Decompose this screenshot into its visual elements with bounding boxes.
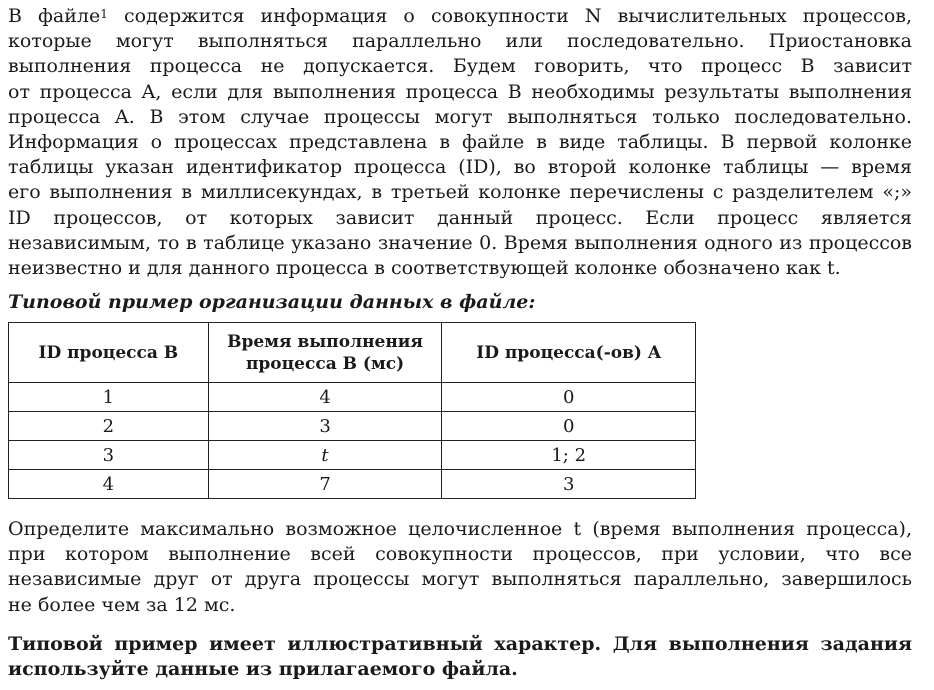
cell-time: 4	[208, 383, 442, 412]
intro-line-4: от процесса A, если для выполнения процесса B необходимы результаты выполнения	[8, 80, 912, 103]
intro-line-8: его выполнения в миллисекундах, в третьей колонке перечислены с разделителем «;»	[8, 181, 912, 204]
header-dependencies: ID процесса(-ов) A	[442, 323, 696, 383]
intro-line-10: независимым, то в таблице указано значение 0. Время выполнения одного из процессов	[8, 231, 912, 254]
example-heading: Типовой пример организации данных в файле:	[8, 291, 536, 313]
cell-time: 7	[208, 470, 442, 499]
cell-deps: 0	[442, 383, 696, 412]
intro-line-3: выполнения процесса не допускается. Будем говорить, что процесс B зависит	[8, 55, 912, 78]
cell-time: t	[208, 441, 442, 470]
table-header-row	[9, 323, 696, 383]
process-table	[8, 322, 696, 499]
note-paragraph	[8, 632, 912, 682]
question-line-1: Определите максимально возможное целочисленное t (время выполнения процесса),	[8, 518, 912, 540]
table-row	[9, 470, 696, 499]
intro-paragraph	[8, 4, 912, 281]
question-line-4: не более чем за 12 мс.	[8, 593, 236, 616]
cell-deps: 0	[442, 412, 696, 441]
note-line-2: используйте данные из прилагаемого файла.	[8, 658, 518, 681]
cell-deps: 3	[442, 470, 696, 499]
intro-line-1: В файле$^1$ содержится информация о совокупности N вычислительных процессов,	[8, 5, 912, 27]
table-row	[9, 441, 696, 470]
intro-line-7: таблицы указан идентификатор процесса (ID), во второй колонке таблицы — время	[8, 156, 912, 179]
cell-time: 3	[208, 412, 442, 441]
question-line-3: независимые друг от друга процессы могут выполняться параллельно, завершилось	[8, 568, 912, 591]
question-paragraph	[8, 517, 912, 618]
cell-id: 1	[9, 383, 209, 412]
cell-id: 4	[9, 470, 209, 499]
header-process-id: ID процесса B	[9, 323, 209, 383]
note-line-1: Типовой пример имеет иллюстративный характер. Для выполнения задания	[8, 633, 912, 655]
table-row	[9, 412, 696, 441]
intro-line-11: неизвестно и для данного процесса в соответствующей колонке обозначено как t.	[8, 257, 841, 280]
cell-deps: 1; 2	[442, 441, 696, 470]
footnote-mark: 1	[100, 7, 108, 21]
cell-id: 2	[9, 412, 209, 441]
cell-id: 3	[9, 441, 209, 470]
table-row	[9, 383, 696, 412]
intro-line-2: которые могут выполняться параллельно или последовательно. Приостановка	[8, 30, 912, 53]
header-exec-time: Время выполнения процесса B (мс)	[208, 323, 442, 383]
intro-line-5: процесса A. В этом случае процессы могут выполняться только последовательно.	[8, 105, 912, 128]
intro-line-9: ID процессов, от которых зависит данный процесс. Если процесс является	[8, 206, 912, 229]
question-line-2: при котором выполнение всей совокупности процессов, при условии, что все	[8, 543, 912, 566]
intro-line-6: Информация о процессах представлена в файле в виде таблицы. В первой колонке	[8, 131, 912, 154]
